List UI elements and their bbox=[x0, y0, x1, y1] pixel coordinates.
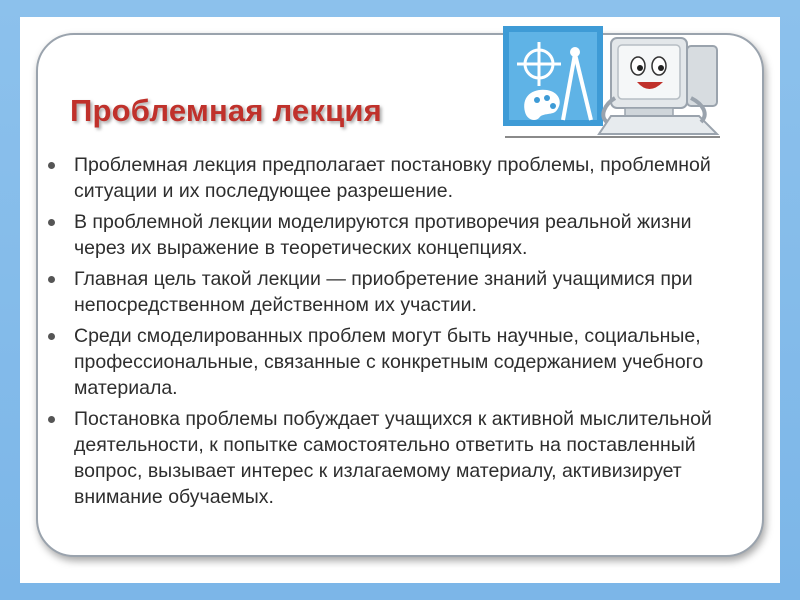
bullet-icon bbox=[48, 276, 55, 283]
list-item bbox=[42, 152, 742, 204]
bullet-text: Среди смоделированных проблем могут быть научные, социальные, профессиональные, связанные с конкретным содержанием учебного материала. bbox=[74, 325, 704, 399]
bullet-icon bbox=[48, 333, 55, 340]
bullet-icon bbox=[48, 162, 55, 169]
bullet-text: Проблемная лекция предполагает постановку проблемы, проблемной ситуации и их последующее разрешение. bbox=[74, 154, 711, 202]
list-item bbox=[42, 266, 742, 318]
title-underline bbox=[505, 136, 720, 138]
bullet-text: Главная цель такой лекции — приобретение знаний учащимися при непосредственном действенном их участии. bbox=[74, 268, 693, 316]
bullet-icon bbox=[48, 219, 55, 226]
list-item bbox=[42, 406, 742, 510]
list-item bbox=[42, 323, 742, 401]
computer-character-clipart bbox=[503, 24, 735, 144]
slide-title: Проблемная лекция bbox=[70, 93, 382, 128]
bullet-icon bbox=[48, 416, 55, 423]
bullet-text: Постановка проблемы побуждает учащихся к активной мыслительной деятельности, к попытке самостоятельно ответить на поставленный вопрос, вызывает интерес к излагаемому материалу, активизирует внимание обучаемых. bbox=[74, 408, 712, 508]
bullet-list bbox=[42, 152, 742, 515]
bullet-text: В проблемной лекции моделируются противоречия реальной жизни через их выражение в теоретических концепциях. bbox=[74, 211, 692, 259]
list-item bbox=[42, 209, 742, 261]
